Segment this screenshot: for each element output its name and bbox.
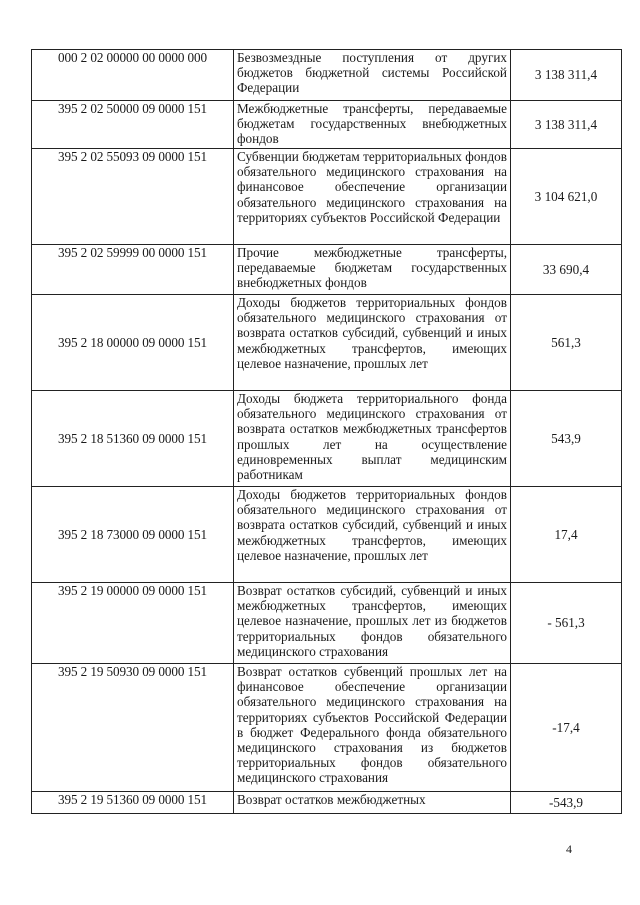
table-row [32, 792, 622, 814]
row-code: 000 2 02 00000 00 0000 000 [32, 50, 234, 101]
table-row [32, 583, 622, 664]
row-code: 395 2 02 50000 09 0000 151 [32, 101, 234, 149]
row-name: Межбюджетные трансферты, передаваемые бюджетам государственных внебюджетных фондов [234, 101, 511, 149]
row-name: Доходы бюджетов территориальных фондов обязательного медицинского страхования от возврата остатков субсидий, субвенций и иных межбюджетных трансфертов, имеющих целевое назначение, прошлых лет [234, 487, 511, 583]
row-code: 395 2 18 00000 09 0000 151 [32, 295, 234, 391]
table-row [32, 487, 622, 583]
row-amount: 17,4 [511, 487, 622, 583]
row-code: 395 2 02 59999 00 0000 151 [32, 245, 234, 295]
row-code: 395 2 18 73000 09 0000 151 [32, 487, 234, 583]
table-row [32, 391, 622, 487]
row-name: Возврат остатков субвенций прошлых лет на финансовое обеспечение организации обязательного медицинского страхования на территориях субъектов Российской Федерации в бюджет Федерального фонда обязательного медицинского страхования из бюджетов территориальных фондов обязательного медицинского страхования [234, 664, 511, 792]
row-amount: - 561,3 [511, 583, 622, 664]
row-amount: 3 104 621,0 [511, 149, 622, 245]
row-name: Доходы бюджетов территориальных фондов обязательного медицинского страхования от возврата остатков субсидий, субвенций и иных межбюджетных трансфертов, имеющих целевое назначение, прошлых лет [234, 295, 511, 391]
row-name: Доходы бюджета территориального фонда обязательного медицинского страхования от возврата остатков межбюджетных трансфертов прошлых лет на осуществление единовременных выплат медицинским работникам [234, 391, 511, 487]
row-name: Возврат остатков межбюджетных [234, 792, 511, 814]
table-row [32, 50, 622, 101]
row-name: Безвозмездные поступления от других бюджетов бюджетной системы Российской Федерации [234, 50, 511, 101]
table-row [32, 149, 622, 245]
row-code: 395 2 18 51360 09 0000 151 [32, 391, 234, 487]
page-number: 4 [566, 842, 572, 856]
table-row [32, 295, 622, 391]
row-amount: 3 138 311,4 [511, 50, 622, 101]
row-code: 395 2 19 51360 09 0000 151 [32, 792, 234, 814]
row-amount: 543,9 [511, 391, 622, 487]
table-row [32, 664, 622, 792]
row-amount: 33 690,4 [511, 245, 622, 295]
row-amount: -543,9 [511, 792, 622, 814]
row-code: 395 2 02 55093 09 0000 151 [32, 149, 234, 245]
row-code: 395 2 19 50930 09 0000 151 [32, 664, 234, 792]
table-row [32, 101, 622, 149]
row-name: Субвенции бюджетам территориальных фондов обязательного медицинского страхования на финансовое обеспечение организации обязательного медицинского страхования на территориях субъектов Российской Федерации [234, 149, 511, 245]
table-row [32, 245, 622, 295]
budget-table [31, 49, 622, 814]
row-amount: 3 138 311,4 [511, 101, 622, 149]
row-amount: -17,4 [511, 664, 622, 792]
row-amount: 561,3 [511, 295, 622, 391]
row-name: Возврат остатков субсидий, субвенций и иных межбюджетных трансфертов, имеющих целевое назначение, прошлых лет из бюджетов территориальных фондов обязательного медицинского страхования [234, 583, 511, 664]
row-name: Прочие межбюджетные трансферты, передаваемые бюджетам государственных внебюджетных фондов [234, 245, 511, 295]
row-code: 395 2 19 00000 09 0000 151 [32, 583, 234, 664]
